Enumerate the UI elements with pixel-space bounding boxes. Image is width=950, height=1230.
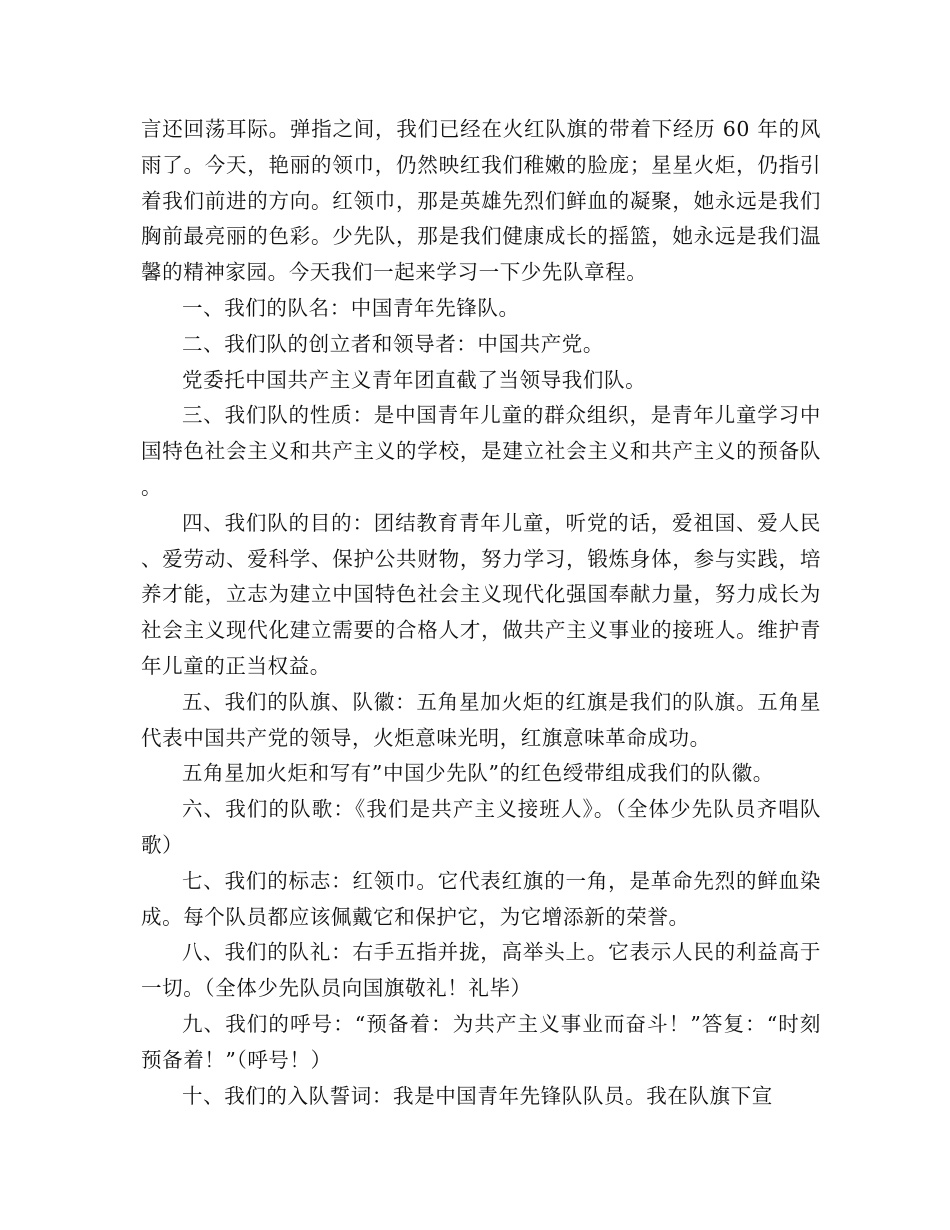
paragraph-motto: 九、我们的呼号：“预备着：为共产主义事业而奋斗！”答复：“时刻预备着！”（呼号！） xyxy=(141,1011,821,1072)
document-body xyxy=(141,112,821,1114)
paragraph-salute: 八、我们的队礼：右手五指并拢，高举头上。它表示人民的利益高于一切。（全体少先队员向国旗敬礼！礼毕） xyxy=(141,940,821,1001)
paragraph-youth-league: 党委托中国共产主义青年团直截了当领导我们队。 xyxy=(182,367,647,392)
paragraph-song: 六、我们的队歌：《我们是共产主义接班人》。（全体少先队员齐唱队歌） xyxy=(141,797,821,857)
paragraph-oath: 十、我们的入队誓词：我是中国青年先锋队队员。我在队旗下宣 xyxy=(182,1083,773,1108)
paragraph-founder: 二、我们队的创立者和领导者：中国共产党。 xyxy=(182,331,604,356)
paragraph-flag: 五、我们的队旗、队徽：五角星加火炬的红旗是我们的队旗。五角星代表中国共产党的领导，火炬意味光明，红旗意味革命成功。 xyxy=(141,689,821,750)
paragraph-purpose: 四、我们队的目的：团结教育青年儿童，听党的话，爱祖国、爱人民、爱劳动、爱科学、保护公共财物，努力学习，锻炼身体，参与实践，培养才能，立志为建立中国特色社会主义现代化强国奉献力量，努力成长为社会主义现代化建立需要的合格人才，做共产主义事业的接班人。维护青年儿童的正当权益。 xyxy=(141,510,821,678)
paragraph-emblem: 五角星加火炬和写有”中国少先队”的红色绶带组成我们的队徽。 xyxy=(182,761,774,786)
paragraph-nature: 三、我们队的性质：是中国青年儿童的群众组织，是青年儿童学习中国特色社会主义和共产主义的学校，是建立社会主义和共产主义的预备队。 xyxy=(141,403,821,499)
paragraph-intro: 言还回荡耳际。弹指之间，我们已经在火红队旗的带着下经历 60 年的风雨了。今天，艳丽的领巾，仍然映红我们稚嫩的脸庞；星星火炬，仍指引着我们前进的方向。红领巾，那是英雄先烈们鲜血的凝聚，她永远是我们胸前最亮丽的色彩。少先队，那是我们健康成长的摇篮，她永远是我们温馨的精神家园。今天我们一起来学习一下少先队章程。 xyxy=(141,117,821,285)
paragraph-symbol: 七、我们的标志：红领巾。它代表红旗的一角，是革命先烈的鲜血染成。每个队员都应该佩戴它和保护它，为它增添新的荣誉。 xyxy=(141,868,821,929)
paragraph-team-name: 一、我们的队名：中国青年先锋队。 xyxy=(182,295,520,320)
